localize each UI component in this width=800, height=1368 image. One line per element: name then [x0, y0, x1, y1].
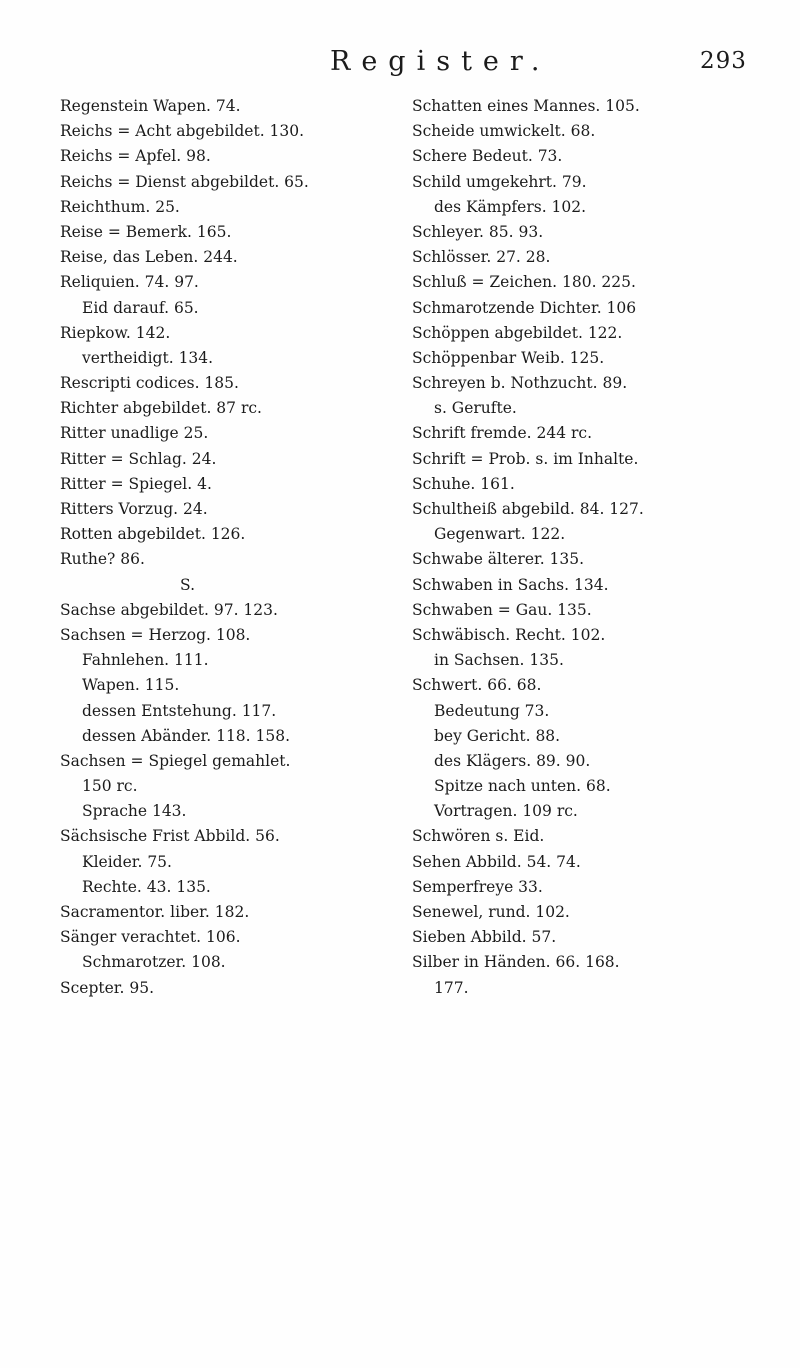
page-number: 293 [700, 48, 747, 74]
left-index-column [60, 94, 400, 1001]
index-entry: Sehen Abbild. 54. 74. [412, 852, 581, 871]
index-entry: Sieben Abbild. 57. [412, 928, 557, 947]
index-entry: Wapen. 115. [82, 676, 180, 695]
index-entry: Schluß = Zeichen. 180. 225. [412, 273, 636, 292]
index-entry: Reichs = Apfel. 98. [60, 147, 211, 166]
index-entry: Ritters Vorzug. 24. [60, 500, 208, 518]
index-entry: Scepter. 95. [60, 978, 155, 997]
index-entry: Sänger verachtet. 106. [60, 928, 241, 947]
index-entry: Schrift = Prob. s. im Inhalte. [412, 449, 639, 468]
index-entry: des Kämpfers. 102. [434, 197, 587, 216]
index-entry: Riepkow. 142. [60, 323, 171, 342]
index-entry: dessen Entstehung. 117. [82, 701, 277, 720]
index-entry: Regenstein Wapen. 74. [60, 97, 241, 115]
index-entry: Rechte. 43. 135. [82, 877, 211, 896]
section-letter: S. [180, 575, 195, 594]
index-entry: dessen Abänder. 118. 158. [82, 726, 291, 745]
index-entry: Reise, das Leben. 244. [60, 248, 238, 267]
index-entry: Schöppen abgebildet. 122. [412, 323, 623, 342]
index-entry: Sachsen = Herzog. 108. [60, 625, 251, 644]
index-entry: in Sachsen. 135. [434, 651, 564, 670]
right-index-column [412, 94, 772, 1001]
index-entry: Schild umgekehrt. 79. [412, 172, 587, 191]
index-entry: Spitze nach unten. 68. [434, 777, 611, 796]
index-entry: Rotten abgebildet. 126. [60, 525, 246, 544]
index-entry: Sacramentor. liber. 182. [60, 903, 250, 921]
index-entry: Schuhe. 161. [412, 474, 515, 493]
index-entry: Richter abgebildet. 87 rc. [60, 399, 262, 418]
index-entry: bey Gericht. 88. [434, 726, 561, 745]
index-entry: Schwaben in Sachs. 134. [412, 575, 609, 594]
index-entry: Reichs = Acht abgebildet. 130. [60, 122, 305, 141]
index-entry: Semperfreye 33. [412, 877, 543, 896]
index-entry: Senewel, rund. 102. [412, 903, 570, 921]
index-entry: 150 rc. [82, 777, 138, 796]
index-entry: Ritter = Spiegel. 4. [60, 474, 212, 493]
index-entry: Schmarotzende Dichter. 106 [412, 298, 637, 317]
index-entry: Schreyen b. Nothzucht. 89. [412, 374, 628, 393]
index-entry: Vortragen. 109 rc. [434, 802, 578, 821]
index-entry: vertheidigt. 134. [82, 348, 214, 367]
index-entry: Schlösser. 27. 28. [412, 248, 551, 267]
index-entry: Sachse abgebildet. 97. 123. [60, 600, 278, 619]
index-entry: Sprache 143. [82, 802, 187, 821]
index-entry: Reichthum. 25. [60, 197, 180, 216]
index-entry: Schöppenbar Weib. 125. [412, 348, 605, 367]
index-entry: Reise = Bemerk. 165. [60, 222, 232, 241]
index-entry: 177. [434, 978, 469, 997]
index-entry: Bedeutung 73. [434, 701, 550, 720]
index-entry: Schwäbisch. Recht. 102. [412, 625, 606, 644]
index-entry: Sächsische Frist Abbild. 56. [60, 827, 280, 846]
index-entry: des Klägers. 89. 90. [434, 751, 591, 770]
index-entry: Schwabe älterer. 135. [412, 550, 585, 569]
index-entry: Reichs = Dienst abgebildet. 65. [60, 172, 309, 191]
index-entry: Gegenwart. 122. [434, 525, 566, 544]
index-entry: Ritter unadlige 25. [60, 424, 209, 443]
index-entry: Schere Bedeut. 73. [412, 147, 563, 166]
index-entry: Fahnlehen. 111. [82, 651, 209, 670]
index-entry: Schwören s. Eid. [412, 827, 545, 846]
index-entry: Scheide umwickelt. 68. [412, 122, 596, 141]
index-entry: Ruthe? 86. [60, 550, 145, 569]
index-entry: Schatten eines Mannes. 105. [412, 97, 640, 115]
index-entry: Silber in Händen. 66. 168. [412, 953, 620, 972]
page-header-title: Register. [330, 46, 551, 77]
index-entry: Eid darauf. 65. [82, 298, 199, 317]
index-entry: Sachsen = Spiegel gemahlet. [60, 751, 291, 770]
index-entry: s. Gerufte. [434, 399, 517, 418]
index-entry: Schleyer. 85. 93. [412, 222, 544, 241]
index-entry: Kleider. 75. [82, 852, 172, 871]
index-entry: Schrift fremde. 244 rc. [412, 424, 593, 443]
index-entry: Rescripti codices. 185. [60, 374, 239, 393]
index-entry: Schwaben = Gau. 135. [412, 600, 592, 619]
index-entry: Schmarotzer. 108. [82, 953, 226, 972]
index-entry: Schultheiß abgebild. 84. 127. [412, 500, 644, 518]
index-entry: Reliquien. 74. 97. [60, 273, 199, 292]
index-entry: Ritter = Schlag. 24. [60, 449, 217, 468]
index-entry: Schwert. 66. 68. [412, 676, 542, 695]
